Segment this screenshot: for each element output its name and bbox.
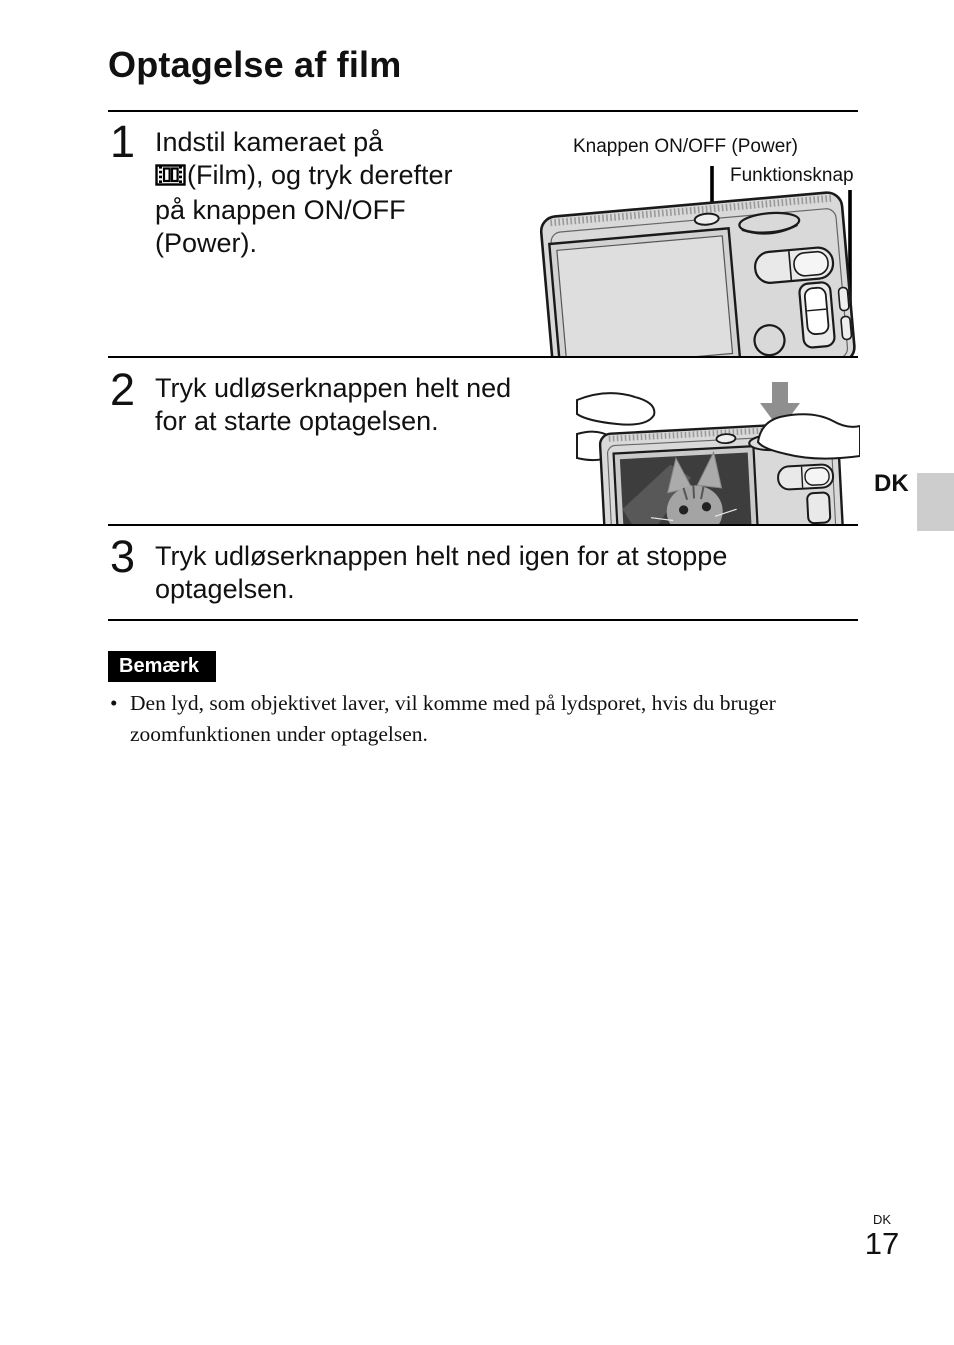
- divider-step3: [108, 524, 858, 526]
- bullet-dot: •: [110, 691, 118, 715]
- divider-step2: [108, 356, 858, 358]
- cat-photo: [620, 451, 752, 524]
- step1-line2: [155, 159, 453, 194]
- camera-back-illustration: [540, 130, 858, 356]
- step1-text: [155, 126, 453, 260]
- divider-bottom: [108, 619, 858, 621]
- side-tab-block: [917, 473, 954, 531]
- step3-text: [155, 540, 727, 606]
- step3-line2: optagelsen.: [155, 574, 295, 604]
- step2-line1: Tryk udløserknappen helt ned: [155, 373, 512, 403]
- footer-language: DK: [872, 1212, 892, 1227]
- step3-number: 3: [110, 531, 136, 582]
- film-strip-icon: [155, 161, 186, 194]
- step2-number: 2: [110, 364, 136, 415]
- step3-line1: Tryk udløserknappen helt ned igen for at stoppe: [155, 541, 728, 571]
- divider-top: [108, 110, 858, 112]
- step1-line1: Indstil kameraet på: [155, 127, 384, 157]
- side-tab-label: DK: [874, 470, 909, 497]
- step1-line4: (Power).: [155, 228, 258, 258]
- step1-line3: på knappen ON/OFF: [155, 195, 406, 225]
- page-footer: [858, 1213, 906, 1261]
- step1-number: 1: [110, 116, 136, 167]
- page-title: Optagelse af film: [108, 44, 402, 85]
- note-bullet-text: Den lyd, som objektivet laver, vil komme med på lydsporet, hvis du bruger zoomfunktionen under optagelsen.: [130, 691, 776, 746]
- camera-recording-illustration: [575, 378, 860, 524]
- step1-line2-text: (Film), og tryk derefter: [187, 160, 453, 190]
- step2-text: [155, 372, 511, 438]
- label-power-button: Knappen ON/OFF (Power): [573, 136, 798, 157]
- footer-page-number: 17: [864, 1226, 900, 1261]
- step2-line2: for at starte optagelsen.: [155, 406, 439, 436]
- label-function-button: Funktionsknap: [730, 165, 854, 186]
- note-badge: Bemærk: [108, 651, 216, 682]
- note-bullet: [108, 688, 808, 750]
